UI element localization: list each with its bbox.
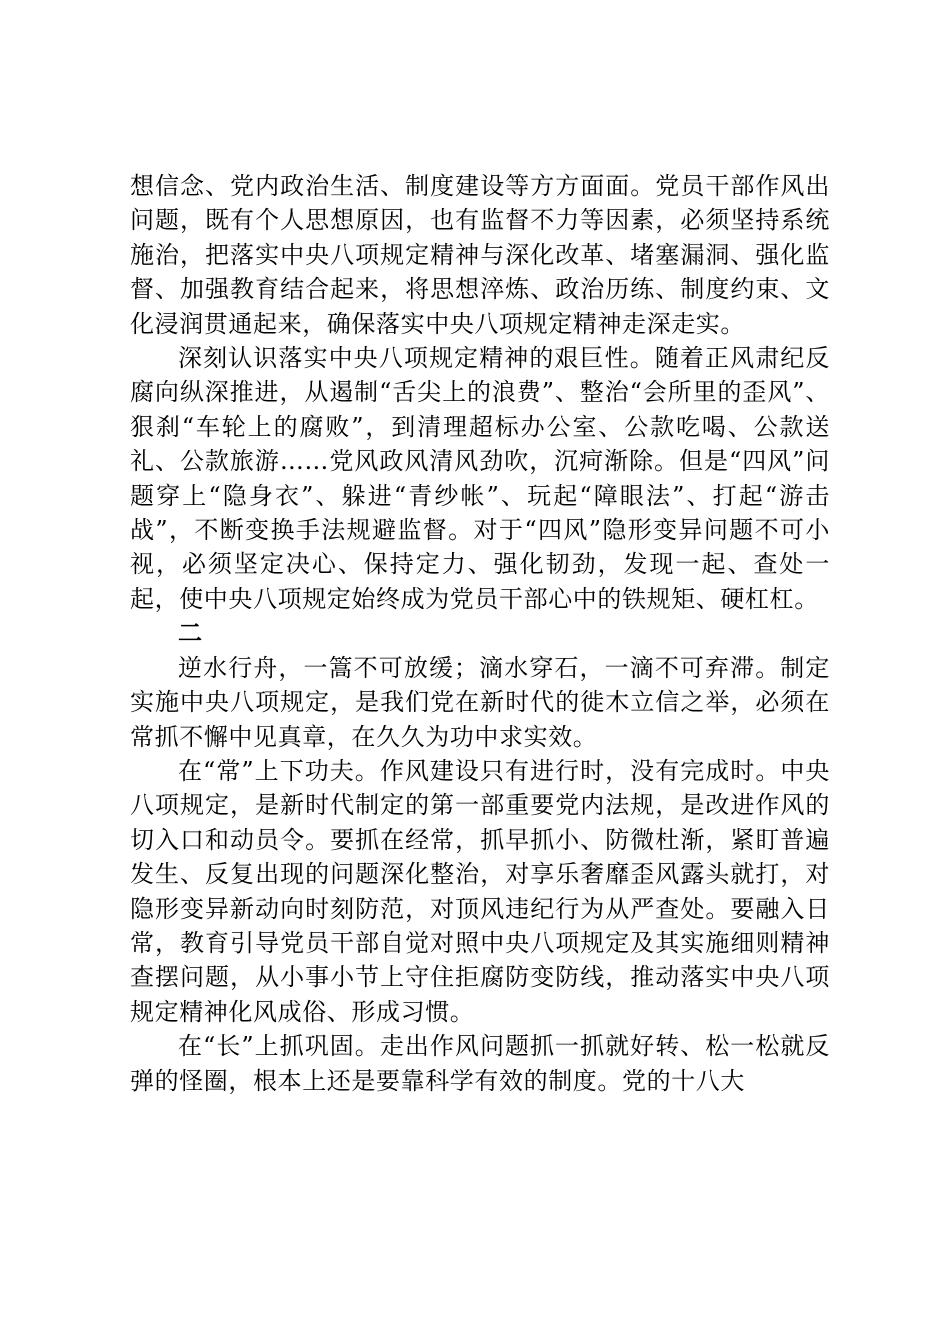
document-page [130, 169, 830, 1098]
paragraph-continuation: 想信念、党内政治生活、制度建设等方方面面。党员干部作风出问题，既有个人思想原因，也有监督不力等因素，必须坚持系统施治，把落实中央八项规定精神与深化改革、堵塞漏洞、强化监督、加强教育结合起来，将思想淬炼、政治历练、制度约束、文化浸润贯通起来，确保落实中央八项规定精神走深走实。 [130, 172, 830, 338]
section-heading: 二 [178, 618, 203, 648]
paragraph-arduousness: 深刻认识落实中央八项规定精神的艰巨性。随着正风肃纪反腐向纵深推进，从遏制“舌尖上的浪费”、整治“会所里的歪风”、狠刹“车轮上的腐败”，到清理超标办公室、公款吃喝、公款送礼、公款旅游……党风政风清风劲吹，沉疴渐除。但是“四风”问题穿上“隐身衣”、躲进“青纱帐”、玩起“障眼法”、打起“游击战”，不断变换手法规避监督。对于“四风”隐形变异问题不可小视，必须坚定决心、保持定力、强化韧劲，发现一起、查处一起，使中央八项规定始终成为党员干部心中的铁规矩、硬杠杠。 [130, 344, 830, 613]
paragraph-zhang: 在“长”上抓巩固。走出作风问题抓一抓就好转、松一松就反弹的怪圈，根本上还是要靠科学有效的制度。党的十八大 [130, 1032, 830, 1095]
paragraph-chang: 在“常”上下功夫。作风建设只有进行时，没有完成时。中央八项规定，是新时代制定的第一部重要党内法规，是改进作风的切入口和动员令。要抓在经常，抓早抓小、防微杜渐，紧盯普遍发生、反复出现的问题深化整治，对享乐奢靡歪风露头就打，对隐形变异新动向时刻防范，对顶风违纪行为从严查处。要融入日常，教育引导党员干部自觉对照中央八项规定及其实施细则精神查摆问题，从小事小节上守住拒腐防变防线，推动落实中央八项规定精神化风成俗、形成习惯。 [130, 756, 830, 1026]
paragraph-intro: 逆水行舟，一篙不可放缓；滴水穿石，一滴不可弃滞。制定实施中央八项规定，是我们党在新时代的徙木立信之举，必须在常抓不懈中见真章，在久久为功中求实效。 [130, 653, 830, 751]
